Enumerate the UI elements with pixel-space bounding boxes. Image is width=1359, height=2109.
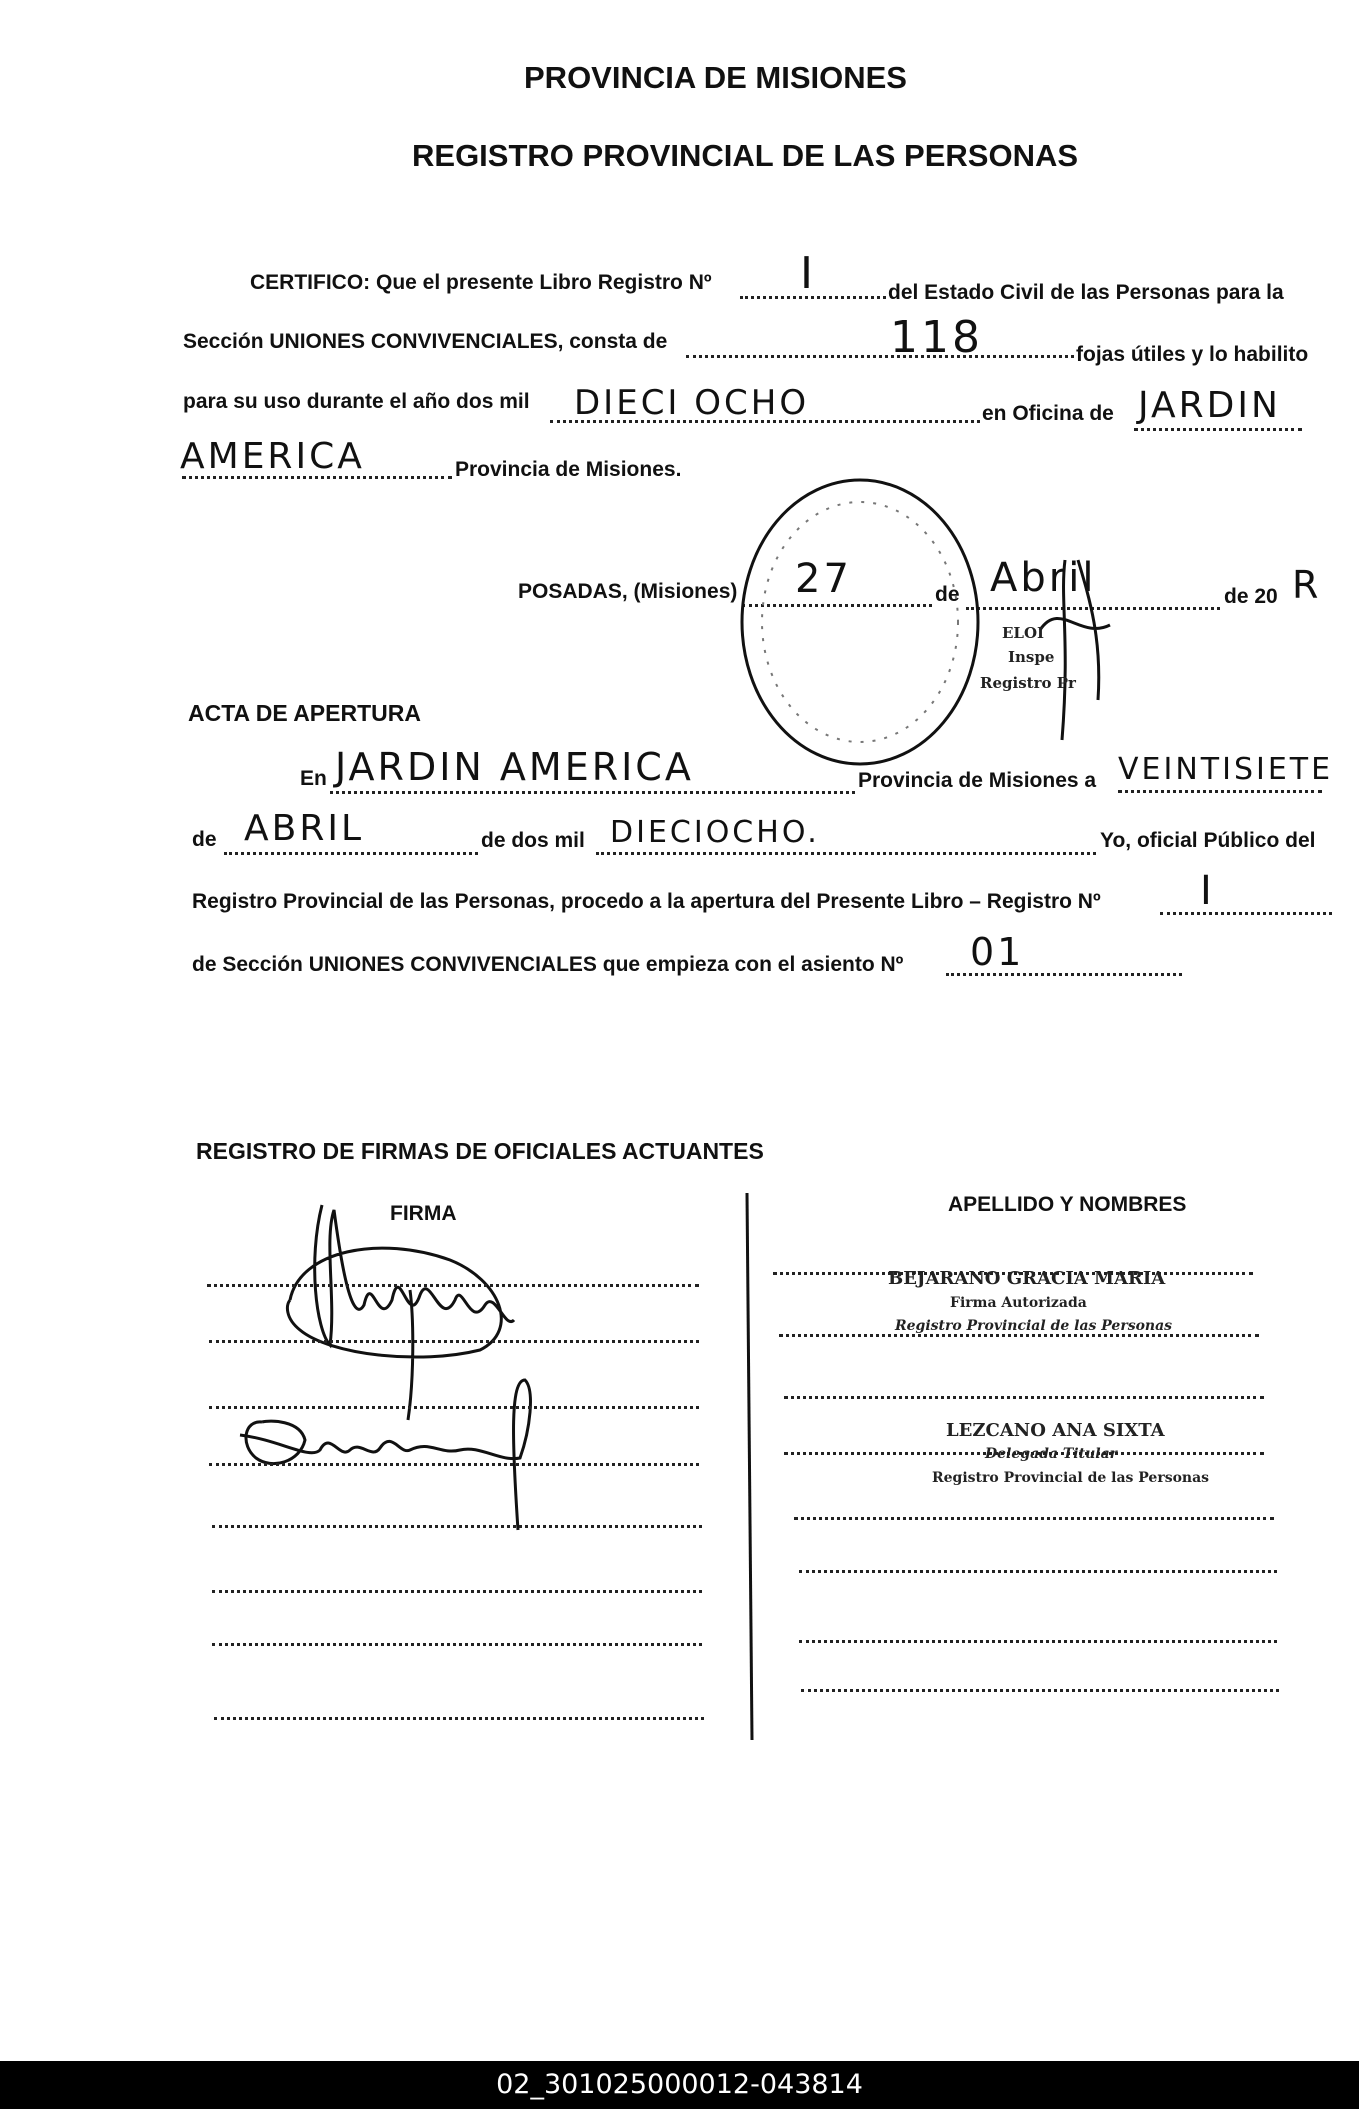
handwritten-localidad: JARDIN AMERICA [335,745,694,789]
firma-line [207,1284,699,1287]
dotted-fill [1160,912,1332,915]
seal-text-2: Inspe [1008,648,1055,666]
oficial1-cargo: Firma Autorizada [950,1295,1087,1311]
certifico-line1-b: del Estado Civil de las Personas para la [888,281,1284,304]
certifico-line4: Provincia de Misiones. [455,458,682,481]
handwritten-anio-corto: R [1292,563,1322,607]
nombre-line [779,1334,1259,1337]
handwritten-mes-letras: ABRIL [244,808,365,849]
signature-2 [240,1380,530,1530]
oficial2-institucion: Registro Provincial de las Personas [932,1470,1210,1486]
acta-heading: ACTA DE APERTURA [188,700,421,726]
handwritten-anio-letras: DIECIOCHO. [610,815,820,850]
dotted-fill [330,791,855,794]
signature-1 [287,1205,514,1420]
official-seal-inner [762,502,958,742]
acta-line4: de Sección UNIONES CONVIVENCIALES que empieza con el asiento Nº [192,953,904,976]
nombre-line [799,1640,1277,1643]
certifico-line2-a: Sección UNIONES CONVIVENCIALES, consta de [183,330,668,353]
col-nombres-header: APELLIDO Y NOMBRES [948,1193,1187,1216]
nombre-line [801,1689,1279,1692]
acta-prov: Provincia de Misiones a [858,769,1097,792]
certifico-line2-b: fojas útiles y lo habilito [1076,343,1309,366]
oficial1-institucion: Registro Provincial de las Personas [895,1318,1173,1334]
page-subtitle: REGISTRO PROVINCIAL DE LAS PERSONAS [412,138,1079,173]
firma-line [209,1406,699,1409]
firma-line [212,1590,702,1593]
handwritten-asiento: 01 [970,930,1025,974]
handwritten-libro-nro: I [800,248,816,299]
oficial2-cargo: Delegada Titular [985,1446,1118,1462]
firma-line [209,1340,699,1343]
handwritten-oficina-1: JARDIN [1138,385,1281,426]
handwritten-mes: Abril [990,555,1097,601]
firma-line [212,1643,702,1646]
fecha-de: de [935,583,960,606]
firmas-heading: REGISTRO DE FIRMAS DE OFICIALES ACTUANTES [196,1138,764,1164]
handwritten-dia: 27 [795,556,852,602]
col-firma-header: FIRMA [390,1202,457,1225]
fecha-de20: de 20 [1224,585,1278,608]
official-seal-oval [742,480,978,764]
fecha-lugar: POSADAS, (Misiones) [518,580,738,603]
acta-de: de [192,828,217,851]
certifico-line3-b: en Oficina de [982,402,1114,425]
acta-line3: Registro Provincial de las Personas, procedo a la apertura del Presente Libro – Registro Nº [192,890,1101,913]
handwritten-anio: DIECI OCHO [574,383,810,423]
firma-line [214,1717,704,1720]
acta-en: En [300,767,327,790]
handwritten-fojas: 118 [890,312,983,363]
column-divider [747,1193,752,1740]
handwritten-registro-nro: I [1200,868,1215,914]
dotted-fill [1118,790,1322,793]
nombre-line [794,1517,1274,1520]
seal-text-1: ELOI [1002,624,1045,642]
firma-line [209,1463,699,1466]
document-code-bar: 02_301025000012-043814 [0,2061,1359,2109]
dotted-fill [224,852,478,855]
acta-dos-mil: de dos mil [481,829,585,852]
page-title: PROVINCIA DE MISIONES [524,60,907,95]
dotted-fill [596,852,1096,855]
oficial1-nombre: BEJARANO GRACIA MARIA [888,1268,1166,1289]
nombre-line [799,1570,1277,1573]
certifico-line1-a: CERTIFICO: Que el presente Libro Registro Nº [250,271,712,294]
nombre-line [784,1396,1264,1399]
oficial2-nombre: LEZCANO ANA SIXTA [946,1420,1165,1441]
acta-yo: Yo, oficial Público del [1100,829,1316,852]
certifico-line3-a: para su uso durante el año dos mil [183,390,530,413]
handwritten-dia-letras: VEINTISIETE [1118,752,1334,787]
handwritten-oficina-2: AMERICA [180,436,365,477]
seal-text-3: Registro Pr [980,674,1076,692]
firma-line [212,1525,702,1528]
